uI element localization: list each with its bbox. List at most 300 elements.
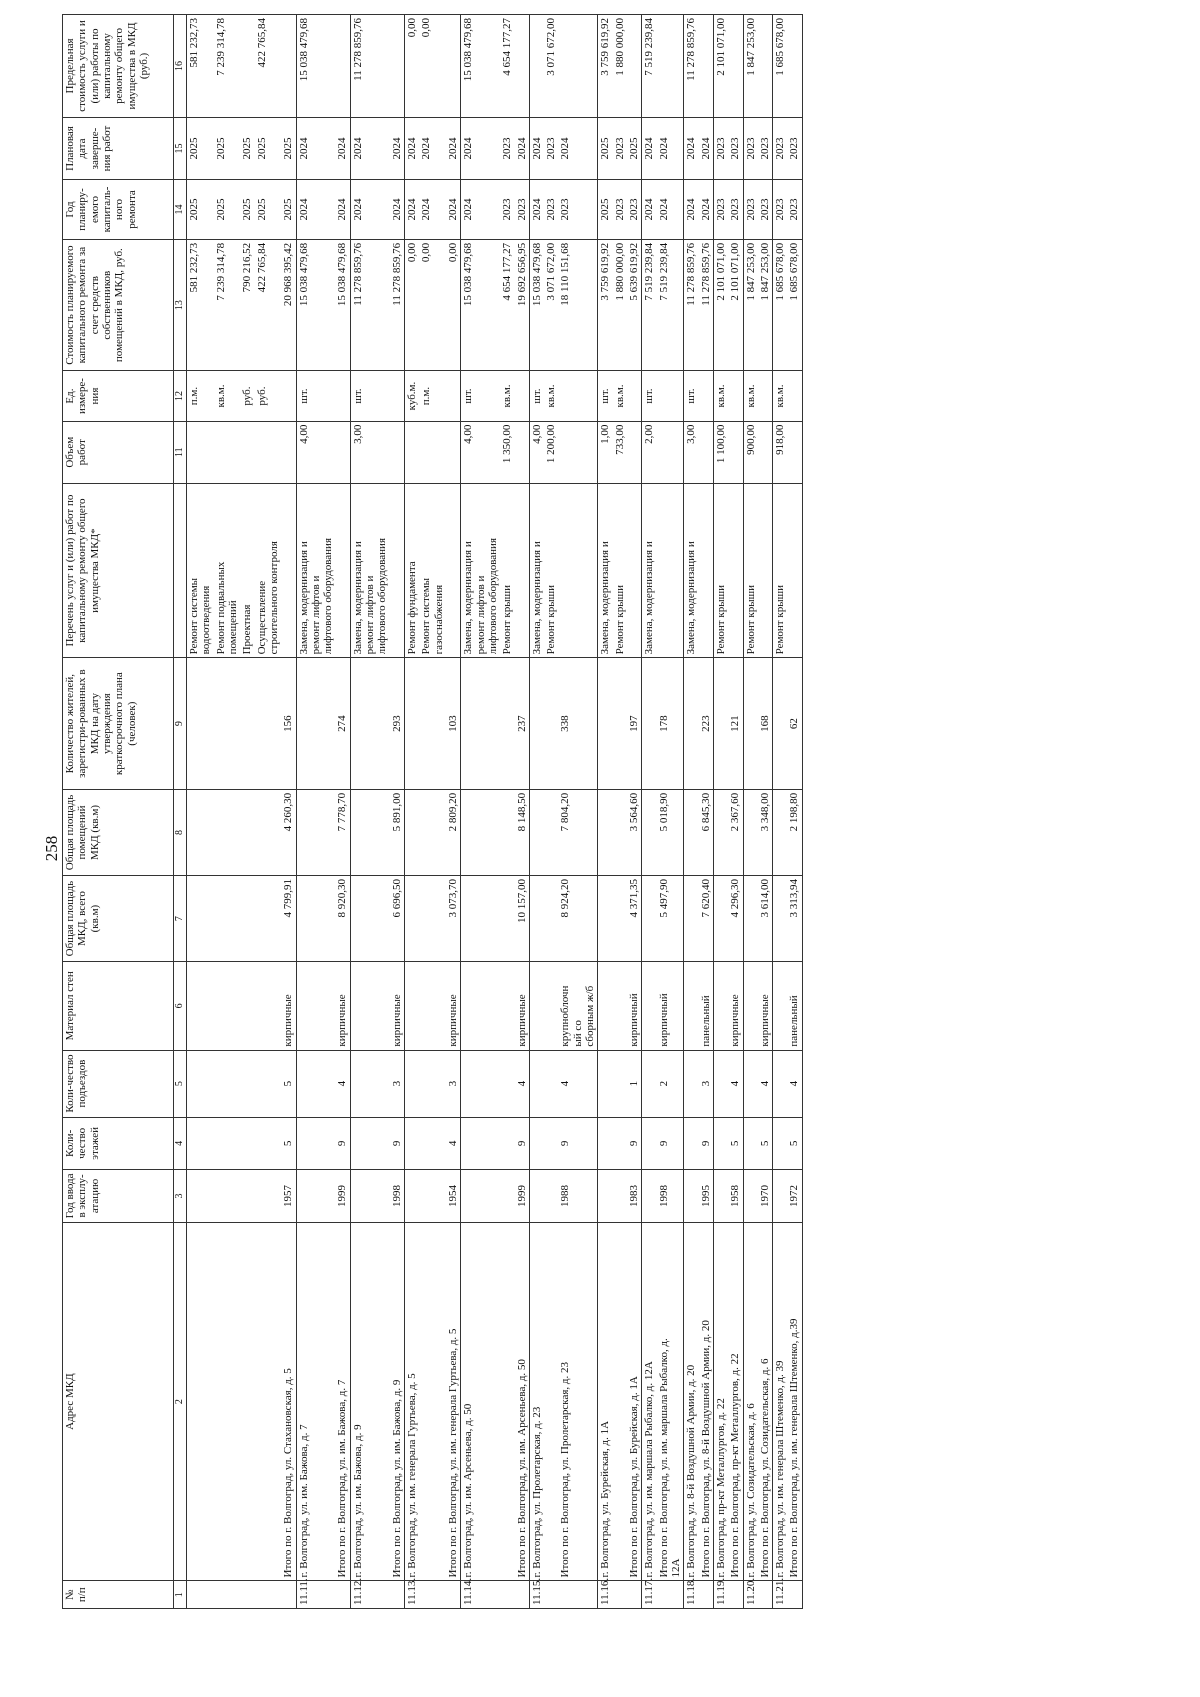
table-cell: 2025 [255, 117, 282, 179]
table-cell: 2025 [281, 117, 296, 179]
table-cell: 2023 [758, 117, 773, 179]
table-cell: Итого по г. Волгоград, ул. им. маршала Рыбалко, д. 12А [657, 1222, 684, 1581]
table-cell [728, 483, 743, 658]
table-cell: 3 [446, 1050, 461, 1117]
table-cell [187, 658, 214, 790]
table-row [187, 15, 214, 1609]
table-cell [598, 789, 613, 875]
table-cell: 7 519 239,84 [642, 239, 657, 371]
table-row [446, 15, 461, 1609]
table-cell [390, 421, 405, 483]
table-cell [758, 1581, 773, 1609]
column-number-11: 11 [174, 421, 187, 483]
table-cell [296, 962, 335, 1050]
table-row [335, 15, 350, 1609]
table-cell [515, 15, 530, 118]
table-cell: кв.м. [214, 371, 241, 421]
table-cell [500, 658, 514, 790]
table-cell [613, 1117, 627, 1170]
table-cell [743, 1117, 758, 1170]
table-cell: 197 [627, 658, 642, 790]
table-cell: Итого по г. Волгоград, ул. Созидательская, д. 6 [758, 1222, 773, 1581]
table-cell [787, 371, 802, 421]
table-cell [281, 15, 296, 118]
table-cell: 156 [281, 658, 296, 790]
table-cell: 0,00 [446, 239, 461, 371]
table-cell [500, 1117, 514, 1170]
table-cell [446, 371, 461, 421]
table-cell [405, 1170, 420, 1223]
table-cell [255, 789, 282, 875]
table-cell [419, 962, 446, 1050]
table-cell: 2023 [743, 117, 758, 179]
table-cell [255, 658, 282, 790]
table-cell: 5 [281, 1117, 296, 1170]
table-cell [773, 876, 788, 962]
table-cell [613, 876, 627, 962]
table-cell: 3,00 [350, 421, 389, 483]
table-cell [240, 15, 254, 118]
table-cell: кирпичный [657, 962, 684, 1050]
table-cell: 1 [627, 1050, 642, 1117]
table-cell [728, 421, 743, 483]
table-cell: 9 [627, 1117, 642, 1170]
table-cell [461, 1170, 500, 1223]
table-cell [255, 421, 282, 483]
table-cell [419, 1050, 446, 1117]
table-cell: 178 [657, 658, 684, 790]
table-cell: 6 696,50 [390, 876, 405, 962]
table-cell [787, 483, 802, 658]
table-row [500, 15, 514, 1609]
column-number-16: 16 [174, 15, 187, 118]
table-cell [515, 1581, 530, 1609]
table-cell [515, 483, 530, 658]
table-cell: 2025 [240, 117, 254, 179]
table-cell: 2 101 071,00 [713, 15, 728, 118]
table-cell [558, 1581, 597, 1609]
table-cell: 790 216,52 [240, 239, 254, 371]
table-cell [642, 1170, 657, 1223]
table-cell [255, 1581, 282, 1609]
table-cell: 5 [787, 1117, 802, 1170]
table-cell: 3 071 672,00 [544, 15, 558, 118]
table-cell: 7 239 314,78 [214, 239, 241, 371]
table-cell [699, 421, 714, 483]
table-cell [544, 962, 558, 1050]
table-cell: г. Волгоград, ул. им. генерала Гуртьева, д. 5 [405, 1222, 420, 1581]
table-cell: 1998 [657, 1170, 684, 1223]
table-cell: 2023 [743, 180, 758, 240]
table-cell: 1999 [515, 1170, 530, 1223]
table-row [350, 15, 389, 1609]
table-cell: 5 497,90 [657, 876, 684, 962]
table-cell: 2024 [684, 180, 699, 240]
table-row [684, 15, 699, 1609]
table-cell: 9 [335, 1117, 350, 1170]
table-cell [405, 1117, 420, 1170]
table-cell [187, 421, 214, 483]
table-cell: 900,00 [743, 421, 758, 483]
table-cell [240, 658, 254, 790]
table-cell [743, 658, 758, 790]
table-cell: Итого по г. Волгоград, ул. 8-й Воздушной Армии, д. 20 [699, 1222, 714, 1581]
table-cell [684, 876, 699, 962]
table-row [713, 15, 728, 1609]
table-cell: 4 [758, 1050, 773, 1117]
table-cell: 11 278 859,76 [350, 15, 389, 118]
table-cell [461, 658, 500, 790]
table-cell: 11 278 859,76 [699, 239, 714, 371]
table-cell [728, 15, 743, 118]
column-header-3: Год ввода в эксплу-атацию [63, 1170, 174, 1223]
table-cell [787, 421, 802, 483]
table-cell: 3 759 619,92 [598, 239, 613, 371]
table-cell: кв.м. [500, 371, 514, 421]
table-cell [214, 1170, 241, 1223]
table-cell [214, 658, 241, 790]
table-cell: 15 038 479,68 [461, 15, 500, 118]
table-cell: руб. [240, 371, 254, 421]
table-cell: 3 071 672,00 [544, 239, 558, 371]
table-cell: 4 654 177,27 [500, 15, 514, 118]
table-cell [529, 1050, 544, 1117]
table-cell: 2024 [684, 117, 699, 179]
table-cell: 2025 [281, 180, 296, 240]
table-row [642, 15, 657, 1609]
table-cell: 4 260,30 [281, 789, 296, 875]
table-cell: 5 891,00 [390, 789, 405, 875]
table-cell: 2023 [728, 117, 743, 179]
table-cell [187, 789, 214, 875]
table-cell [500, 789, 514, 875]
table-cell: 11 278 859,76 [684, 239, 699, 371]
table-cell: 2024 [699, 180, 714, 240]
table-cell: 20 968 395,42 [281, 239, 296, 371]
table-cell: 7 239 314,78 [214, 15, 241, 118]
table-cell [350, 1117, 389, 1170]
table-cell [642, 876, 657, 962]
table-cell: 2023 [544, 180, 558, 240]
table-cell: 2023 [500, 117, 514, 179]
table-cell [713, 1050, 728, 1117]
table-cell: Итого по г. Волгоград, ул. Бурейская, д. 1А [627, 1222, 642, 1581]
table-cell [255, 1170, 282, 1223]
table-cell [187, 876, 214, 962]
table-cell [419, 1117, 446, 1170]
table-cell [743, 962, 758, 1050]
table-cell: 2023 [758, 180, 773, 240]
table-cell: 274 [335, 658, 350, 790]
table-cell [255, 876, 282, 962]
table-cell: кв.м. [713, 371, 728, 421]
table-cell [187, 1050, 214, 1117]
table-cell: 5 [281, 1050, 296, 1117]
table-cell: шт. [684, 371, 699, 421]
table-cell: 1954 [446, 1170, 461, 1223]
table-cell: 4 799,91 [281, 876, 296, 962]
table-cell: 3 348,00 [758, 789, 773, 875]
table-cell: 2,00 [642, 421, 657, 483]
table-cell: 9 [657, 1117, 684, 1170]
table-cell: Замена, модернизация и ремонт лифтов и лифтового оборудования [461, 483, 500, 658]
table-header-row [63, 15, 174, 1609]
table-cell [350, 789, 389, 875]
column-number-9: 9 [174, 658, 187, 790]
table-cell: шт. [598, 371, 613, 421]
table-cell: 3 564,60 [627, 789, 642, 875]
table-cell: 1,00 [598, 421, 613, 483]
table-cell: п.м. [187, 371, 214, 421]
table-cell: 2024 [558, 117, 597, 179]
table-cell: 11.11. [296, 1581, 335, 1609]
table-cell: 2023 [544, 117, 558, 179]
table-cell [598, 876, 613, 962]
table-cell: 2024 [461, 117, 500, 179]
table-row [657, 15, 684, 1609]
table-row [515, 15, 530, 1609]
table-cell: 7 620,40 [699, 876, 714, 962]
table-cell: 121 [728, 658, 743, 790]
table-cell [758, 371, 773, 421]
table-cell [240, 789, 254, 875]
table-cell [684, 1117, 699, 1170]
table-cell [255, 1050, 282, 1117]
table-cell [350, 876, 389, 962]
table-body [187, 15, 803, 1609]
table-cell: кирпичные [335, 962, 350, 1050]
table-cell: Ремонт крыши [613, 483, 627, 658]
table-cell [598, 1170, 613, 1223]
table-cell [642, 658, 657, 790]
table-cell: г. Волгоград, ул. им. Бажова, д. 7 [296, 1222, 335, 1581]
table-cell [642, 1117, 657, 1170]
table-cell: Итого по г. Волгоград, ул. Пролетарская, д. 23 [558, 1222, 597, 1581]
table-cell [713, 1117, 728, 1170]
table-cell [598, 658, 613, 790]
column-number-row [174, 15, 187, 1609]
table-row [281, 15, 296, 1609]
table-cell [350, 962, 389, 1050]
table-cell: 2 367,60 [728, 789, 743, 875]
table-cell [405, 789, 420, 875]
table-cell: кирпичные [728, 962, 743, 1050]
table-cell [657, 421, 684, 483]
table-cell: кирпичные [390, 962, 405, 1050]
table-cell [627, 1581, 642, 1609]
table-cell [419, 1581, 446, 1609]
table-cell: Итого по г. Волгоград, пр-кт Металлургов, д. 22 [728, 1222, 743, 1581]
table-cell [187, 1222, 214, 1581]
table-cell: 1988 [558, 1170, 597, 1223]
table-row [419, 15, 446, 1609]
table-cell: 5 [728, 1117, 743, 1170]
table-cell [419, 1222, 446, 1581]
table-cell: 2024 [529, 180, 544, 240]
table-cell: 2023 [613, 180, 627, 240]
table-cell: 2025 [627, 117, 642, 179]
table-cell: Осуществление строительного контроля [255, 483, 282, 658]
table-cell [255, 1117, 282, 1170]
table-cell [558, 371, 597, 421]
table-cell [187, 1581, 214, 1609]
table-cell [684, 658, 699, 790]
table-cell [713, 962, 728, 1050]
table-cell: 2023 [773, 117, 788, 179]
table-cell [500, 876, 514, 962]
table-cell: 5 018,90 [657, 789, 684, 875]
table-cell: 15 038 479,68 [296, 239, 335, 371]
table-cell [613, 1581, 627, 1609]
table-cell [657, 15, 684, 118]
table-cell: 581 232,73 [187, 15, 214, 118]
table-cell: 2023 [713, 117, 728, 179]
table-cell [544, 1222, 558, 1581]
table-cell: 1 880 000,00 [613, 15, 627, 118]
table-cell [699, 1581, 714, 1609]
table-cell [558, 483, 597, 658]
table-cell [240, 1222, 254, 1581]
table-cell: 2024 [350, 180, 389, 240]
table-cell [613, 1222, 627, 1581]
table-cell: Ремонт крыши [713, 483, 728, 658]
table-cell: 15 038 479,68 [335, 239, 350, 371]
column-number-10 [174, 483, 187, 658]
table-cell: 223 [699, 658, 714, 790]
table-cell [419, 876, 446, 962]
table-cell: 11 278 859,76 [350, 239, 389, 371]
table-cell: 103 [446, 658, 461, 790]
table-cell: 1983 [627, 1170, 642, 1223]
column-header-4: Коли-чество этажей [63, 1117, 174, 1170]
table-cell [558, 15, 597, 118]
table-cell: 2024 [657, 180, 684, 240]
table-cell: 62 [787, 658, 802, 790]
table-cell: 4 654 177,27 [500, 239, 514, 371]
table-cell [446, 1581, 461, 1609]
table-cell: 11 278 859,76 [390, 239, 405, 371]
table-cell: 3 759 619,92 [598, 15, 613, 118]
table-cell [529, 15, 544, 118]
table-cell: 2024 [405, 117, 420, 179]
table-cell [713, 658, 728, 790]
column-number-5: 5 [174, 1050, 187, 1117]
table-cell [461, 789, 500, 875]
table-cell: 0,00 [405, 239, 420, 371]
table-cell [642, 962, 657, 1050]
table-cell [214, 421, 241, 483]
table-cell: г. Волгоград, ул. Бурейская, д. 1А [598, 1222, 613, 1581]
column-number-8: 8 [174, 789, 187, 875]
table-cell [627, 371, 642, 421]
table-cell: 3 [390, 1050, 405, 1117]
table-cell: 11 278 859,76 [684, 15, 699, 118]
table-cell: 733,00 [613, 421, 627, 483]
table-cell [544, 658, 558, 790]
table-cell: 1970 [758, 1170, 773, 1223]
table-cell [743, 1170, 758, 1223]
column-number-15: 15 [174, 117, 187, 179]
table-cell: 7 519 239,84 [642, 15, 657, 118]
table-cell: 2023 [613, 117, 627, 179]
table-cell: 2023 [728, 180, 743, 240]
table-cell: 11.16. [598, 1581, 613, 1609]
table-cell: 4 [515, 1050, 530, 1117]
table-cell: шт. [642, 371, 657, 421]
table-cell: 4,00 [461, 421, 500, 483]
table-cell [390, 483, 405, 658]
table-cell: 11.13. [405, 1581, 420, 1609]
table-cell [187, 1117, 214, 1170]
table-cell: 1 685 678,00 [773, 15, 788, 118]
table-cell: 168 [758, 658, 773, 790]
table-cell [446, 15, 461, 118]
table-row [405, 15, 420, 1609]
column-header-11: Объем работ [63, 421, 174, 483]
table-cell: 1972 [787, 1170, 802, 1223]
table-cell: 1957 [281, 1170, 296, 1223]
table-cell [684, 1050, 699, 1117]
table-cell: 4 [446, 1117, 461, 1170]
table-cell [657, 1581, 684, 1609]
table-cell: 2 198,80 [787, 789, 802, 875]
table-row [627, 15, 642, 1609]
table-cell: 2025 [598, 117, 613, 179]
table-cell [773, 658, 788, 790]
table-cell: 918,00 [773, 421, 788, 483]
column-header-10: Перечень услуг и (или) работ по капитальному ремонту общего имущества МКД* [63, 483, 174, 658]
table-cell: 1 847 253,00 [758, 239, 773, 371]
table-cell [598, 1117, 613, 1170]
column-number-7: 7 [174, 876, 187, 962]
table-cell [684, 962, 699, 1050]
table-cell [296, 658, 335, 790]
table-row [255, 15, 282, 1609]
table-cell [296, 876, 335, 962]
table-cell [296, 789, 335, 875]
table-cell [758, 483, 773, 658]
table-cell [627, 15, 642, 118]
table-cell [296, 1117, 335, 1170]
table-cell: 2025 [187, 180, 214, 240]
table-cell: г. Волгоград, ул. Пролетарская, д. 23 [529, 1222, 544, 1581]
table-cell [558, 421, 597, 483]
table-cell: 10 157,00 [515, 876, 530, 962]
table-cell: 2024 [296, 180, 335, 240]
table-cell [684, 789, 699, 875]
table-cell: кирпичные [446, 962, 461, 1050]
table-cell [281, 1581, 296, 1609]
table-cell: 9 [515, 1117, 530, 1170]
table-cell: 3 073,70 [446, 876, 461, 962]
table-cell [773, 1170, 788, 1223]
table-row [758, 15, 773, 1609]
table-row [240, 15, 254, 1609]
table-cell [642, 789, 657, 875]
table-cell: 4 [335, 1050, 350, 1117]
table-cell: 9 [558, 1117, 597, 1170]
table-cell [405, 658, 420, 790]
table-cell: г. Волгоград, ул. им. маршала Рыбалко, д. 12А [642, 1222, 657, 1581]
table-cell: 2023 [515, 180, 530, 240]
table-row [544, 15, 558, 1609]
table-cell [743, 1050, 758, 1117]
table-cell: Итого по г. Волгоград, ул. им. генерала Штеменко, д.39 [787, 1222, 802, 1581]
table-cell [446, 483, 461, 658]
table-cell: 11.14. [461, 1581, 500, 1609]
table-cell [613, 658, 627, 790]
table-cell: 2024 [461, 180, 500, 240]
